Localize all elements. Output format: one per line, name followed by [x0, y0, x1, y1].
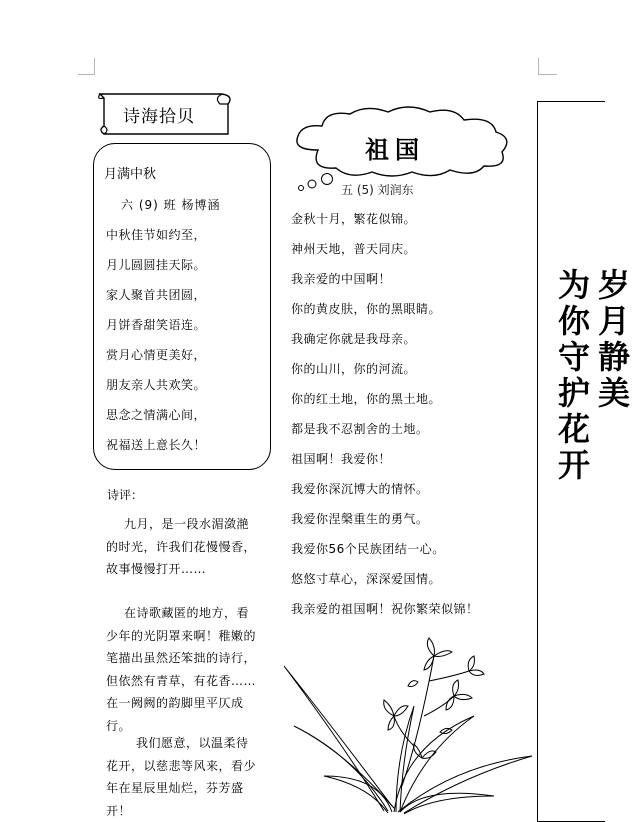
poem-title: 月满中秋	[104, 167, 157, 182]
poem2-line: 我亲爱的中国啊！	[291, 272, 392, 286]
poem-line: 月儿圆圆挂天际。	[106, 258, 207, 272]
commentary-paragraph: 九月，是一段水湄潋滟的时光，许我们花慢慢香，故事慢慢打开……	[106, 517, 257, 576]
motto-line-1: 岁月静美	[593, 268, 631, 412]
crop-mark-top-left	[78, 58, 95, 75]
poem2-line: 你的黄皮肤，你的黑眼睛。	[291, 302, 442, 316]
poem2-lines	[291, 211, 479, 631]
poem2-line: 我爱你56个民族团结一心。	[291, 542, 445, 556]
section-banner	[96, 90, 234, 138]
commentary-paragraph: 我们愿意，以温柔待花开，以慈悲等风来，看少年在星辰里灿烂，芬芳盛开！	[106, 736, 257, 818]
poem2-line: 你的山川，你的河流。	[291, 362, 417, 376]
vertical-motto	[552, 268, 632, 484]
cloud-bubbles	[296, 172, 338, 194]
poem2-line: 我确定你就是我母亲。	[291, 332, 417, 346]
poem2-line: 都是我不忍割舍的土地。	[291, 422, 429, 436]
poem2-line: 我爱你涅槃重生的勇气。	[291, 512, 429, 526]
poem2-line: 金秋十月，繁花似锦。	[291, 212, 417, 226]
poem2-line: 祖国啊！我爱你！	[291, 452, 392, 466]
poem-line: 朋友亲人共欢笑。	[106, 378, 207, 392]
poem-line: 月饼香甜笑语连。	[106, 318, 207, 332]
poem-line: 家人聚首共团圆，	[106, 288, 207, 302]
commentary-paragraph: 在诗歌藏匿的地方，看少年的光阴罩来啊！稚嫩的笔描出虽然还笨拙的诗行，但依然有青草，有花香……在一阙阙的韵脚里平仄成行。	[106, 606, 257, 733]
poem-line: 祝福送上意长久！	[106, 438, 207, 452]
poem-lines	[106, 227, 206, 467]
orchid-illustration	[284, 636, 534, 816]
section-title: 诗海拾贝	[123, 107, 195, 127]
poem-author: 六 (9) 班 杨博涵	[121, 198, 221, 212]
poem2-line: 我爱你深沉博大的情怀。	[291, 482, 429, 496]
poem2-author: 五 (5) 刘润东	[341, 183, 414, 197]
crop-mark-top-right	[538, 58, 557, 75]
poem-line: 中秋佳节如约至，	[106, 228, 207, 242]
poem2-line: 神州天地，普天同庆。	[291, 242, 417, 256]
poem2-line: 我亲爱的祖国啊！祝你繁荣似锦！	[291, 602, 479, 616]
poem2-line: 你的红土地，你的黑土地。	[291, 392, 442, 406]
poem-line: 赏月心情更美好，	[106, 348, 207, 362]
motto-line-2: 为你守护花开	[553, 268, 591, 484]
poem2-line: 悠悠寸草心，深深爱国情。	[291, 572, 442, 586]
poem-line: 思念之情满心间，	[106, 408, 207, 422]
poem2-title: 祖国	[365, 136, 425, 164]
commentary-label: 诗评：	[107, 488, 144, 502]
